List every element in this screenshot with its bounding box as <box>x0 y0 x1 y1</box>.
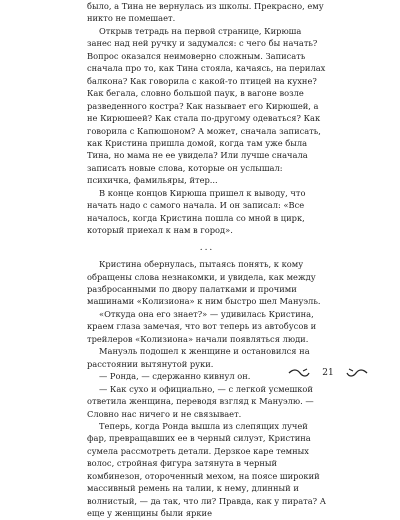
paragraph: В конце концов Кирюша пришел к выводу, что начать надо с самого начала. И он записал: «Все началось, когда Кристина пошла со мной в цирк, который приехал к нам в город». <box>87 187 306 236</box>
page-number: 21 <box>322 368 334 378</box>
paragraph: Кристина обернулась, пытаясь понять, к кому обращены слова незнакомки, и увидела, как между разбросанными по двору палатками и прочими машинами «Колизиона» к ним быстро шел Мануэль. <box>87 259 321 307</box>
paragraph: — Как сухо и официально, — с легкой усмешкой ответила женщина, переводя взгляд к Мануэлю. — Словно нас ничего и не связывает. <box>87 383 314 419</box>
paragraph: «Откуда она его знает?» — удивилась Кристина, краем глаза замечая, что вот теперь из автобусов и трейлеров «Колизиона» начали появляться люди. <box>87 308 317 344</box>
section-separator: ... <box>199 242 215 253</box>
paragraph: — Ронда, — сдержанно кивнул он. <box>99 371 251 382</box>
flourish-right-icon <box>346 368 368 378</box>
page-text <box>87 0 327 520</box>
page-footer <box>288 366 368 380</box>
paragraph: Открыв тетрадь на первой странице, Кирюша занес над ней ручку и задумался: с чего бы начать? Вопрос оказался неимоверно сложным. Записать сначала про то, как Тина стояла, качаясь, на перилах балкона? Как говорила с какой-то птицей на кухне? Как бегала, словно большой паук, в вагоне возле разведенного костра? Как называет его Кирюшей, а не Кирюшеей? Как стала по-другому одеваться? Как говорила с Капюшоном? А может, сначала записать, как Кристина пришла домой, когда там уже была Тина, но мама не ее увидела? Или лучше сначала записать новые слова, которые он услышал: психичка, фамильяры, йтер... <box>87 25 326 186</box>
paragraph: Теперь, когда Ронда вышла из слепящих лучей фар, превращавших ее в черный силуэт, Кристина сумела рассмотреть детали. Дерзкое каре темных волос, стройная фигура затянута в черный комбинезон, отороченный мехом, на поясе широкий массивный ремень на талии, к нему, длинный и волнистый, — да так, что ли? Правда, как у пирата? А еще у женщины были яркие <box>87 420 327 519</box>
paragraph: Мануэль подошел к женщине и остановился на расстоянии вытянутой руки. <box>87 346 310 369</box>
paragraph: было, а Тина не вернулась из школы. Прекрасно, ему никто не помешает. <box>87 1 324 24</box>
flourish-left-icon <box>288 368 310 378</box>
